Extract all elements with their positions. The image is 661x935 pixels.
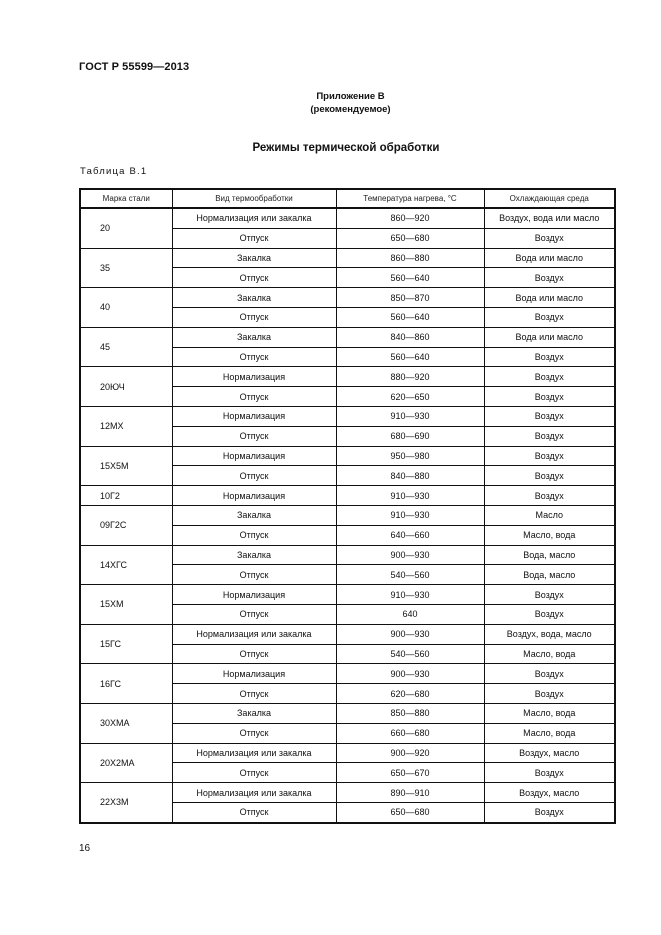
table-row: [80, 624, 615, 644]
temperature-cell: 540—560: [336, 565, 484, 585]
treatment-cell: Нормализация или закалка: [172, 743, 336, 763]
table-row: [80, 327, 615, 347]
temperature-cell: 850—880: [336, 703, 484, 723]
treatment-cell: Отпуск: [172, 426, 336, 446]
temperature-cell: 680—690: [336, 426, 484, 446]
temperature-cell: 900—930: [336, 624, 484, 644]
treatment-cell: Нормализация: [172, 446, 336, 466]
treatment-cell: Отпуск: [172, 684, 336, 704]
column-header-treatment: Вид термообработки: [172, 189, 336, 208]
temperature-cell: 660—680: [336, 723, 484, 743]
temperature-cell: 840—880: [336, 466, 484, 486]
treatment-cell: Отпуск: [172, 604, 336, 624]
steel-grade-cell: 40: [80, 288, 172, 328]
temperature-cell: 650—680: [336, 228, 484, 248]
table-row: [80, 248, 615, 268]
treatment-cell: Нормализация: [172, 585, 336, 605]
cooling-medium-cell: Вода или масло: [484, 248, 615, 268]
temperature-cell: 900—920: [336, 743, 484, 763]
cooling-medium-cell: Воздух: [484, 347, 615, 367]
cooling-medium-cell: Воздух: [484, 466, 615, 486]
steel-grade-cell: 22Х3М: [80, 783, 172, 823]
appendix-title: Приложение В: [316, 91, 385, 102]
treatment-cell: Отпуск: [172, 307, 336, 327]
appendix-subtitle: (рекомендуемое): [310, 104, 391, 115]
cooling-medium-cell: Воздух: [484, 585, 615, 605]
steel-grade-cell: 10Г2: [80, 486, 172, 506]
steel-grade-cell: 35: [80, 248, 172, 288]
table-row: [80, 446, 615, 466]
column-header-medium: Охлаждающая среда: [484, 189, 615, 208]
cooling-medium-cell: Воздух: [484, 307, 615, 327]
treatment-cell: Отпуск: [172, 802, 336, 822]
treatment-cell: Отпуск: [172, 228, 336, 248]
steel-grade-cell: 15Х5М: [80, 446, 172, 486]
temperature-cell: 560—640: [336, 307, 484, 327]
cooling-medium-cell: Воздух: [484, 684, 615, 704]
cooling-medium-cell: Воздух, вода, масло: [484, 624, 615, 644]
cooling-medium-cell: Масло, вода: [484, 723, 615, 743]
steel-grade-cell: 16ГС: [80, 664, 172, 704]
table-row: [80, 545, 615, 565]
cooling-medium-cell: Вода, масло: [484, 545, 615, 565]
cooling-medium-cell: Воздух: [484, 802, 615, 822]
table-row: [80, 406, 615, 426]
steel-grade-cell: 20: [80, 208, 172, 248]
cooling-medium-cell: Вода или масло: [484, 288, 615, 308]
treatment-cell: Отпуск: [172, 268, 336, 288]
cooling-medium-cell: Воздух: [484, 228, 615, 248]
treatment-cell: Закалка: [172, 248, 336, 268]
table-row: [80, 208, 615, 228]
appendix-heading: [0, 90, 661, 116]
steel-grade-cell: 09Г2С: [80, 505, 172, 545]
cooling-medium-cell: Масло, вода: [484, 703, 615, 723]
table-caption: Таблица В.1: [80, 166, 148, 177]
temperature-cell: 950—980: [336, 446, 484, 466]
steel-grade-cell: 12МХ: [80, 406, 172, 446]
column-header-grade: Марка стали: [80, 189, 172, 208]
temperature-cell: 640: [336, 604, 484, 624]
treatment-cell: Отпуск: [172, 347, 336, 367]
treatment-cell: Отпуск: [172, 763, 336, 783]
treatment-cell: Закалка: [172, 545, 336, 565]
cooling-medium-cell: Масло, вода: [484, 525, 615, 545]
table-row: [80, 367, 615, 387]
temperature-cell: 880—920: [336, 367, 484, 387]
treatment-cell: Закалка: [172, 703, 336, 723]
temperature-cell: 910—930: [336, 486, 484, 506]
cooling-medium-cell: Воздух, масло: [484, 783, 615, 803]
treatment-cell: Отпуск: [172, 525, 336, 545]
temperature-cell: 650—670: [336, 763, 484, 783]
treatment-cell: Отпуск: [172, 565, 336, 585]
treatment-cell: Нормализация: [172, 367, 336, 387]
table-row: [80, 486, 615, 506]
treatment-cell: Отпуск: [172, 466, 336, 486]
table-row: [80, 703, 615, 723]
table-row: [80, 585, 615, 605]
temperature-cell: 890—910: [336, 783, 484, 803]
temperature-cell: 840—860: [336, 327, 484, 347]
temperature-cell: 560—640: [336, 268, 484, 288]
cooling-medium-cell: Воздух: [484, 486, 615, 506]
treatment-cell: Отпуск: [172, 723, 336, 743]
treatment-cell: Нормализация или закалка: [172, 208, 336, 228]
temperature-cell: 650—680: [336, 802, 484, 822]
treatment-cell: Закалка: [172, 327, 336, 347]
table-body: [80, 208, 615, 823]
cooling-medium-cell: Воздух: [484, 426, 615, 446]
temperature-cell: 900—930: [336, 545, 484, 565]
steel-grade-cell: 45: [80, 327, 172, 367]
cooling-medium-cell: Масло: [484, 505, 615, 525]
cooling-medium-cell: Воздух: [484, 268, 615, 288]
cooling-medium-cell: Воздух, масло: [484, 743, 615, 763]
temperature-cell: 560—640: [336, 347, 484, 367]
table-row: [80, 743, 615, 763]
temperature-cell: 910—930: [336, 406, 484, 426]
steel-grade-cell: 14ХГС: [80, 545, 172, 585]
steel-grade-cell: 30ХМА: [80, 703, 172, 743]
steel-grade-cell: 20Х2МА: [80, 743, 172, 783]
cooling-medium-cell: Воздух: [484, 367, 615, 387]
temperature-cell: 640—660: [336, 525, 484, 545]
treatment-cell: Нормализация: [172, 486, 336, 506]
table-row: [80, 288, 615, 308]
treatment-cell: Нормализация: [172, 664, 336, 684]
page-number: 16: [79, 843, 91, 854]
document-id: ГОСТ Р 55599—2013: [79, 61, 190, 73]
table-row: [80, 783, 615, 803]
treatment-cell: Нормализация: [172, 406, 336, 426]
temperature-cell: 900—930: [336, 664, 484, 684]
cooling-medium-cell: Воздух: [484, 604, 615, 624]
treatment-cell: Закалка: [172, 505, 336, 525]
cooling-medium-cell: Вода, масло: [484, 565, 615, 585]
column-header-temperature: Температура нагрева, °С: [336, 189, 484, 208]
cooling-medium-cell: Масло, вода: [484, 644, 615, 664]
cooling-medium-cell: Воздух, вода или масло: [484, 208, 615, 228]
temperature-cell: 540—560: [336, 644, 484, 664]
temperature-cell: 910—930: [336, 585, 484, 605]
cooling-medium-cell: Воздух: [484, 406, 615, 426]
treatment-cell: Нормализация или закалка: [172, 624, 336, 644]
temperature-cell: 860—880: [336, 248, 484, 268]
section-title: Режимы термической обработки: [252, 142, 440, 154]
temperature-cell: 850—870: [336, 288, 484, 308]
cooling-medium-cell: Воздух: [484, 664, 615, 684]
steel-grade-cell: 15ГС: [80, 624, 172, 664]
cooling-medium-cell: Воздух: [484, 387, 615, 407]
temperature-cell: 860—920: [336, 208, 484, 228]
temperature-cell: 910—930: [336, 505, 484, 525]
table-header-row: [80, 189, 615, 208]
treatment-cell: Закалка: [172, 288, 336, 308]
table-row: [80, 505, 615, 525]
cooling-medium-cell: Вода или масло: [484, 327, 615, 347]
steel-grade-cell: 20ЮЧ: [80, 367, 172, 407]
heat-treatment-table: [79, 188, 616, 824]
treatment-cell: Отпуск: [172, 644, 336, 664]
temperature-cell: 620—680: [336, 684, 484, 704]
table-row: [80, 664, 615, 684]
treatment-cell: Отпуск: [172, 387, 336, 407]
temperature-cell: 620—650: [336, 387, 484, 407]
steel-grade-cell: 15ХМ: [80, 585, 172, 625]
cooling-medium-cell: Воздух: [484, 763, 615, 783]
treatment-cell: Нормализация или закалка: [172, 783, 336, 803]
cooling-medium-cell: Воздух: [484, 446, 615, 466]
